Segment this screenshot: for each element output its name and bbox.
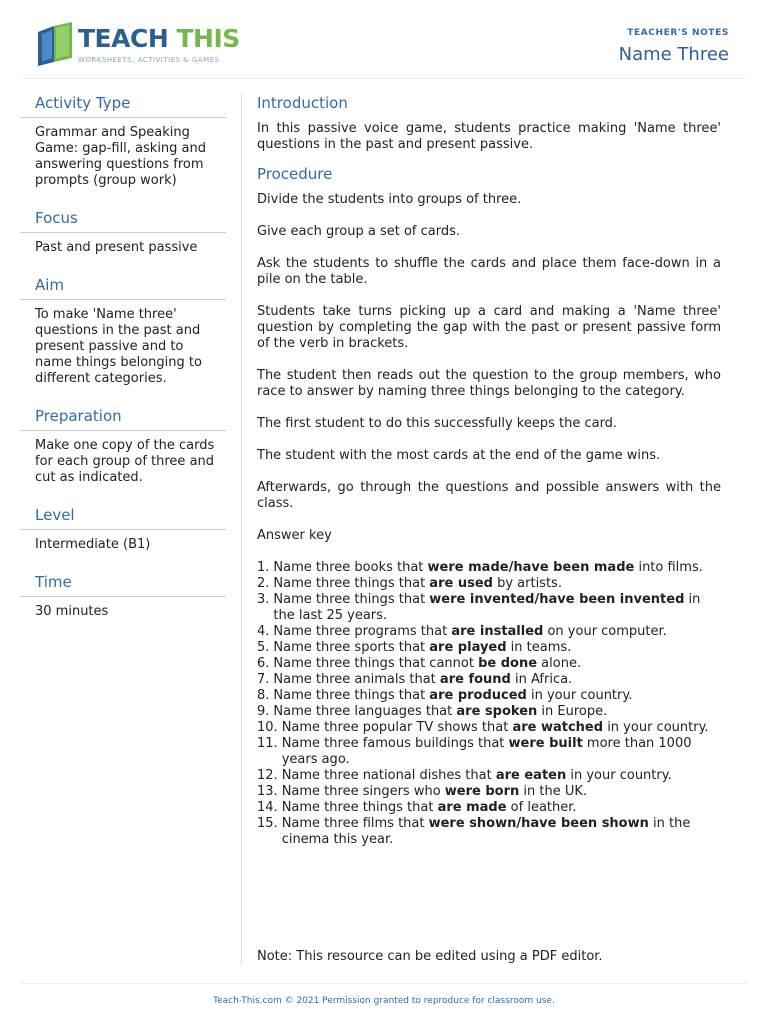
answer-number: 12. xyxy=(257,768,278,783)
answer-passive-verb: are produced xyxy=(429,688,527,703)
answer-ending: of leather. xyxy=(506,800,577,815)
answer-prompt: Name three things that xyxy=(273,592,430,607)
answer-passive-verb: are found xyxy=(439,672,511,687)
answer-prompt: Name three things that xyxy=(273,576,430,591)
sidebar-body: Intermediate (B1) xyxy=(35,537,151,552)
sidebar-section-focus xyxy=(20,209,226,256)
answer-prompt: Name three books that xyxy=(273,560,428,575)
answer-item xyxy=(257,592,721,624)
answer-passive-verb: were invented/have been invented xyxy=(429,592,685,607)
answer-text xyxy=(273,640,721,656)
answer-ending: in teams. xyxy=(506,640,572,655)
answer-number: 4. xyxy=(257,624,270,639)
answer-text xyxy=(273,656,721,672)
sidebar-section-aim xyxy=(20,276,226,387)
answer-prompt: Name three national dishes that xyxy=(281,768,496,783)
procedure-step: The first student to do this successfully keeps the card. xyxy=(257,416,618,431)
answer-item xyxy=(257,688,721,704)
logo-wordmark xyxy=(78,24,240,53)
sidebar-heading: Time xyxy=(20,573,226,597)
answer-passive-verb: were made/have been made xyxy=(427,560,635,575)
answer-item xyxy=(257,816,721,848)
sidebar-heading: Preparation xyxy=(20,407,226,431)
answer-passive-verb: are played xyxy=(429,640,507,655)
answer-number: 13. xyxy=(257,784,278,799)
teach-this-logo xyxy=(36,22,240,68)
answer-ending: in your country. xyxy=(566,768,672,783)
answer-prompt: Name three things that xyxy=(273,688,430,703)
logo-word-teach: TEACH xyxy=(78,24,169,53)
logo-word-this: THIS xyxy=(176,24,240,53)
sidebar-heading: Level xyxy=(20,506,226,530)
answer-item xyxy=(257,656,721,672)
answer-prompt: Name three animals that xyxy=(273,672,440,687)
answer-ending: on your computer. xyxy=(543,624,667,639)
introduction-heading: Introduction xyxy=(257,94,348,112)
answer-item xyxy=(257,736,721,768)
procedure-heading: Procedure xyxy=(257,165,333,183)
answer-passive-verb: were built xyxy=(508,736,583,751)
book-logo-icon xyxy=(36,22,76,66)
answer-prompt: Name three popular TV shows that xyxy=(281,720,513,735)
answer-key-label: Answer key xyxy=(257,528,332,543)
answer-item xyxy=(257,672,721,688)
answer-ending: alone. xyxy=(537,656,582,671)
sidebar-heading: Activity Type xyxy=(20,94,226,118)
answer-text xyxy=(273,704,721,720)
answer-number: 14. xyxy=(257,800,278,815)
procedure-step: The student then reads out the question to the group members, who race to answer by naming three things belonging to the category. xyxy=(257,368,721,399)
answer-item xyxy=(257,720,721,736)
answer-text xyxy=(273,624,721,640)
answer-number: 15. xyxy=(257,816,278,831)
sidebar-heading: Aim xyxy=(20,276,226,300)
procedure-step: The student with the most cards at the end of the game wins. xyxy=(257,448,661,463)
answer-prompt: Name three languages that xyxy=(273,704,457,719)
procedure-step: Students take turns picking up a card and making a 'Name three' question by completing the gap with the past or present passive form of the verb in brackets. xyxy=(257,304,721,351)
answer-text xyxy=(282,800,721,816)
column-divider xyxy=(241,94,242,964)
main-content xyxy=(257,94,721,848)
answer-number: 8. xyxy=(257,688,270,703)
answer-text xyxy=(273,560,721,576)
procedure-step: Ask the students to shuffle the cards and place them face-down in a pile on the table. xyxy=(257,256,721,287)
procedure-step: Afterwards, go through the questions and possible answers with the class. xyxy=(257,480,721,511)
header-divider xyxy=(20,78,748,79)
sidebar xyxy=(20,94,226,640)
answer-prompt: Name three singers who xyxy=(281,784,445,799)
answer-item xyxy=(257,800,721,816)
answer-number: 10. xyxy=(257,720,278,735)
answer-ending: in your country. xyxy=(603,720,709,735)
answer-passive-verb: are eaten xyxy=(495,768,567,783)
sidebar-body: Grammar and Speaking Game: gap-fill, asking and answering questions from prompts (group work) xyxy=(35,125,207,188)
answer-number: 6. xyxy=(257,656,270,671)
answer-number: 5. xyxy=(257,640,270,655)
answer-item xyxy=(257,640,721,656)
edit-note: Note: This resource can be edited using a PDF editor. xyxy=(257,949,603,964)
answer-passive-verb: are used xyxy=(429,576,493,591)
answer-prompt: Name three sports that xyxy=(273,640,430,655)
answer-item xyxy=(257,704,721,720)
answer-passive-verb: be done xyxy=(478,656,538,671)
answer-prompt: Name three films that xyxy=(281,816,429,831)
sidebar-body: 30 minutes xyxy=(35,604,109,619)
answer-text xyxy=(282,736,721,768)
answer-ending: in Africa. xyxy=(510,672,573,687)
answer-passive-verb: are made xyxy=(437,800,507,815)
answer-prompt: Name three things that xyxy=(281,800,438,815)
answer-number: 9. xyxy=(257,704,270,719)
sidebar-heading: Focus xyxy=(20,209,226,233)
answer-ending: in Europe. xyxy=(537,704,608,719)
answer-item xyxy=(257,624,721,640)
answer-prompt: Name three famous buildings that xyxy=(281,736,509,751)
procedure-step: Divide the students into groups of three. xyxy=(257,192,522,207)
answer-text xyxy=(273,688,721,704)
introduction-text: In this passive voice game, students practice making 'Name three' questions in the past and present passive. xyxy=(257,121,721,152)
answer-prompt: Name three things that cannot xyxy=(273,656,479,671)
answer-number: 2. xyxy=(257,576,270,591)
answer-text xyxy=(273,672,721,688)
answer-passive-verb: are watched xyxy=(512,720,604,735)
answer-text xyxy=(282,768,721,784)
answer-ending: in the cinema this year. xyxy=(281,816,691,847)
procedure-step: Give each group a set of cards. xyxy=(257,224,461,239)
answer-item xyxy=(257,768,721,784)
answer-ending: more than 1000 years ago. xyxy=(281,736,692,767)
logo-tagline: WORKSHEETS, ACTIVITIES & GAMES xyxy=(78,56,220,64)
sidebar-section-activity-type xyxy=(20,94,226,189)
answer-ending: in the last 25 years. xyxy=(273,592,701,623)
answer-text xyxy=(273,576,721,592)
sidebar-section-level xyxy=(20,506,226,553)
answer-ending: into films. xyxy=(634,560,703,575)
answer-text xyxy=(282,784,721,800)
page-title: Name Three xyxy=(618,44,729,65)
answer-passive-verb: were born xyxy=(444,784,520,799)
answer-number: 3. xyxy=(257,592,270,607)
answer-number: 11. xyxy=(257,736,278,751)
answer-item xyxy=(257,560,721,576)
answer-text xyxy=(282,816,721,848)
answer-text xyxy=(282,720,721,736)
answer-text xyxy=(273,592,721,624)
answer-item xyxy=(257,784,721,800)
answer-ending: by artists. xyxy=(492,576,562,591)
answer-ending: in the UK. xyxy=(519,784,588,799)
answer-passive-verb: are installed xyxy=(451,624,544,639)
answer-item xyxy=(257,576,721,592)
answer-passive-verb: were shown/have been shown xyxy=(428,816,649,831)
copyright-footer: Teach-This.com © 2021 Permission granted to reproduce for classroom use. xyxy=(213,996,555,1006)
answer-key-list xyxy=(257,560,721,848)
footer-divider xyxy=(20,983,748,984)
teachers-notes-label: TEACHER'S NOTES xyxy=(627,28,729,38)
answer-ending: in your country. xyxy=(526,688,633,703)
answer-number: 1. xyxy=(257,560,270,575)
page-header xyxy=(0,0,768,80)
sidebar-body: Make one copy of the cards for each group of three and cut as indicated. xyxy=(35,438,215,485)
sidebar-body: Past and present passive xyxy=(35,240,198,255)
sidebar-section-time xyxy=(20,573,226,620)
answer-prompt: Name three programs that xyxy=(273,624,452,639)
answer-passive-verb: are spoken xyxy=(456,704,538,719)
sidebar-section-preparation xyxy=(20,407,226,486)
sidebar-body: To make 'Name three' questions in the past and present passive and to name things belonging to different categories. xyxy=(35,307,202,386)
answer-number: 7. xyxy=(257,672,270,687)
